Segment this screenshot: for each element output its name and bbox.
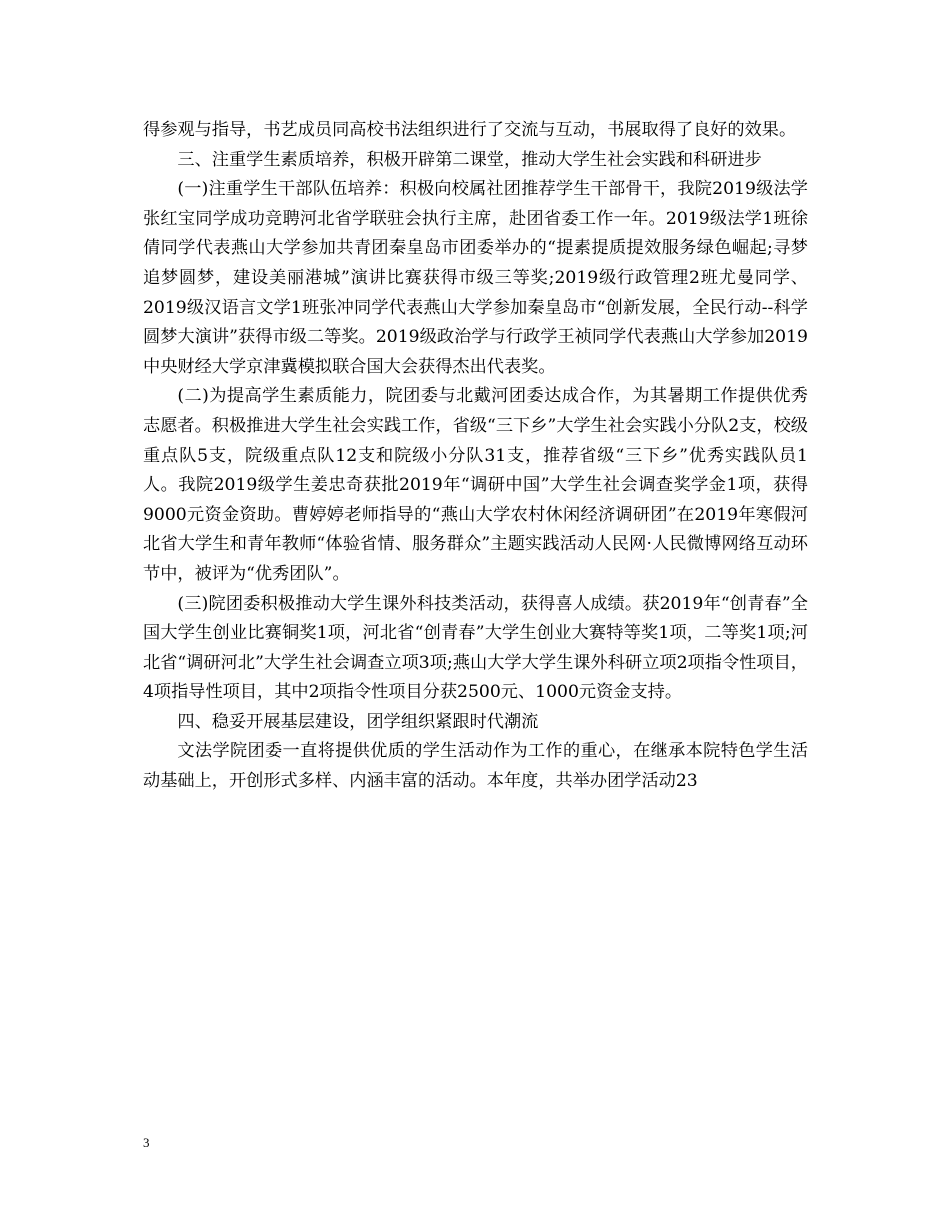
paragraph-section-four-body: 文法学院团委一直将提供优质的学生活动作为工作的重心，在继承本院特色学生活动基础上，开创形式多样、内涵丰富的活动。本年度，共举办团学活动23 [143,741,808,792]
paragraph-continuation: 得参观与指导，书艺成员同高校书法组织进行了交流与互动，书展取得了良好的效果。 [143,120,797,140]
document-body [143,116,808,797]
section-heading-three: 三、注重学生素质培养，积极开辟第二课堂，推动大学生社会实践和科研进步 [177,149,762,170]
page-number: 3 [143,1135,150,1150]
paragraph-subsection-three: (三)院团委积极推动大学生课外科技类活动，获得喜人成绩。获2019年“创青春”全国大学生创业比赛铜奖1项，河北省“创青春”大学生创业大赛特等奖1项，二等奖1项;河北省“调研河北”大学生社会调查立项3项;燕山大学大学生课外科研立项2项指令性项目，4项指导性项目，其中2项指令性项目分获2500元、1000元资金支持。 [143,593,808,703]
paragraph-subsection-two: (二)为提高学生素质能力，院团委与北戴河团委达成合作，为其暑期工作提供优秀志愿者。积极推进大学生社会实践工作，省级“三下乡”大学生社会实践小分队2支，校级重点队5支，院级重点队12支和院级小分队31支，推荐省级“三下乡”优秀实践队员1人。我院2019级学生姜忠奇获批2019年“调研中国”大学生社会调查奖学金1项，获得9000元资金资助。曹婷婷老师指导的“燕山大学农村休闲经济调研团”在2019年寒假河北省大学生和青年教师“体验省情、服务群众”主题实践活动人民网·人民微博网络互动环节中，被评为“优秀团队”。 [143,386,808,584]
paragraph-subsection-one: (一)注重学生干部队伍培养：积极向校属社团推荐学生干部骨干，我院2019级法学张红宝同学成功竞聘河北省学联驻会执行主席，赴团省委工作一年。2019级法学1班徐倩同学代表燕山大学参加共青团秦皇岛市团委举办的“提素提质提效服务绿色崛起;寻梦追梦圆梦，建设美丽港城”演讲比赛获得市级三等奖;2019级行政管理2班尤曼同学、2019级汉语言文学1班张冲同学代表燕山大学参加秦皇岛市“创新发展，全民行动--科学圆梦大演讲”获得市级二等奖。2019级政治学与行政学王祯同学代表燕山大学参加2019中央财经大学京津冀模拟联合国大会获得杰出代表奖。 [143,179,808,377]
section-heading-four: 四、稳妥开展基层建设，团学组织紧跟时代潮流 [177,711,539,732]
